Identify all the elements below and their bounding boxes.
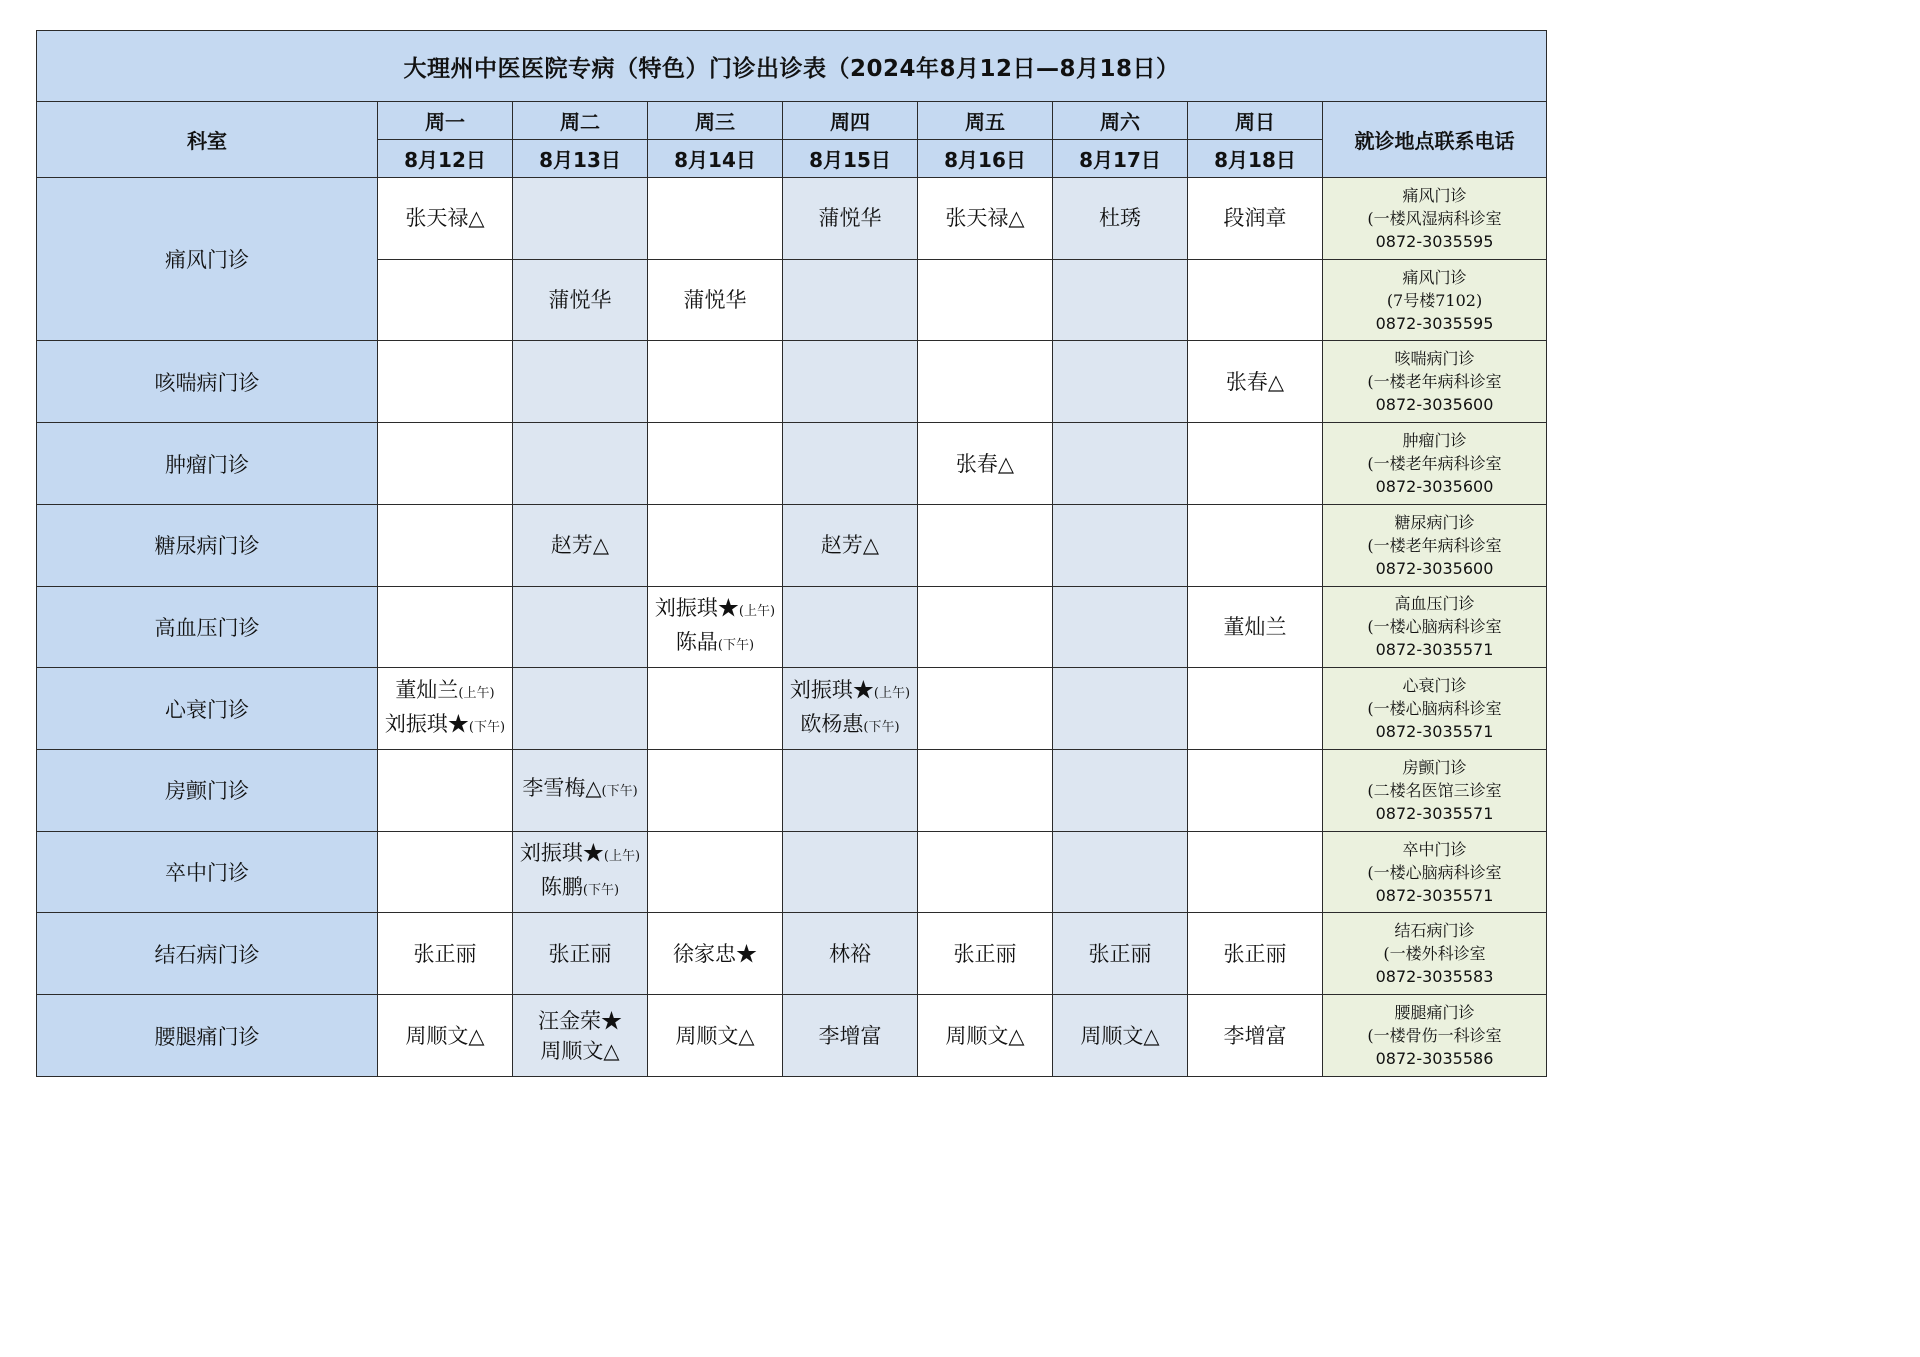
doctor-entry <box>1055 203 1185 233</box>
location-clinic: 房颤门诊 <box>1402 757 1467 777</box>
doctor-entry <box>380 203 510 233</box>
doctor-entry <box>515 1006 645 1036</box>
location-place: (7号楼7102) <box>1386 290 1483 310</box>
location-place: (一楼心脑病科诊室 <box>1367 862 1502 882</box>
location-clinic: 心衰门诊 <box>1402 676 1467 696</box>
location-place: (一楼骨伤一科诊室 <box>1367 1026 1502 1046</box>
doctor-name: 杜琇 <box>1099 206 1141 231</box>
location-clinic: 结石病门诊 <box>1394 921 1475 941</box>
date-header: 8月18日 <box>1188 140 1323 178</box>
location-phone: 0872-3035571 <box>1375 640 1494 660</box>
page-title: 大理州中医医院专病（特色）门诊出诊表（2024年8月12日—8月18日） <box>37 31 1547 102</box>
doctor-entry <box>785 1021 915 1051</box>
doctor-entry <box>785 939 915 969</box>
schedule-cell <box>1188 586 1323 668</box>
session-note: (上午) <box>603 849 641 865</box>
location-place: (二楼名医馆三诊室 <box>1367 780 1502 800</box>
schedule-cell <box>513 831 648 913</box>
session-note: (上午) <box>458 685 495 701</box>
location-clinic: 咳喘病门诊 <box>1394 349 1475 369</box>
location-phone: 0872-3035571 <box>1375 803 1494 823</box>
location-cell <box>1323 504 1547 586</box>
doctor-entry <box>785 709 915 743</box>
location-place: (一楼外科诊室 <box>1383 944 1486 964</box>
doctor-entry <box>1190 939 1320 969</box>
table-row <box>37 995 1547 1077</box>
doctor-name: 徐家忠★ <box>673 941 757 966</box>
department-cell: 腰腿痛门诊 <box>37 995 378 1077</box>
schedule-cell <box>1053 831 1188 913</box>
schedule-cell <box>378 341 513 423</box>
location-phone: 0872-3035600 <box>1375 477 1494 497</box>
schedule-cell <box>378 423 513 505</box>
location-cell <box>1323 668 1547 750</box>
table-row <box>37 341 1547 423</box>
schedule-cell <box>513 259 648 341</box>
schedule-cell <box>783 504 918 586</box>
doctor-name: 张正丽 <box>1088 941 1152 966</box>
doctor-name: 周顺文△ <box>945 1023 1025 1048</box>
doctor-name: 张正丽 <box>548 941 612 966</box>
doctor-entry <box>380 939 510 969</box>
weekday-header: 周二 <box>513 102 648 140</box>
schedule-cell <box>1053 341 1188 423</box>
schedule-cell <box>513 341 648 423</box>
schedule-cell <box>918 995 1053 1077</box>
doctor-entry <box>920 1021 1050 1051</box>
doctor-entry <box>1190 1021 1320 1051</box>
doctor-name: 张春△ <box>955 451 1015 476</box>
schedule-cell <box>1053 750 1188 832</box>
schedule-cell <box>378 995 513 1077</box>
schedule-cell <box>378 504 513 586</box>
doctor-entry <box>1190 203 1320 233</box>
schedule-cell <box>783 259 918 341</box>
date-header: 8月17日 <box>1053 140 1188 178</box>
doctor-name: 蒲悦华 <box>548 288 612 313</box>
doctor-name: 李增富 <box>818 1023 882 1048</box>
schedule-cell <box>648 178 783 260</box>
doctor-name: 赵芳△ <box>550 533 610 558</box>
schedule-cell <box>918 259 1053 341</box>
schedule-cell <box>918 668 1053 750</box>
doctor-entry <box>515 1036 645 1066</box>
schedule-cell <box>648 586 783 668</box>
session-note: (下午) <box>582 883 620 899</box>
location-column-header: 就诊地点联系电话 <box>1323 102 1547 178</box>
schedule-cell <box>648 995 783 1077</box>
doctor-name: 周顺文△ <box>1080 1023 1160 1048</box>
location-phone: 0872-3035586 <box>1375 1049 1494 1069</box>
department-cell: 高血压门诊 <box>37 586 378 668</box>
location-phone: 0872-3035595 <box>1375 313 1494 333</box>
doctor-name: 张天禄△ <box>405 206 485 231</box>
schedule-cell <box>1188 178 1323 260</box>
doctor-name: 赵芳△ <box>820 533 880 558</box>
department-cell: 心衰门诊 <box>37 668 378 750</box>
schedule-cell <box>1053 913 1188 995</box>
location-phone: 0872-3035600 <box>1375 395 1494 415</box>
location-cell <box>1323 586 1547 668</box>
schedule-cell <box>918 341 1053 423</box>
schedule-cell <box>1188 831 1323 913</box>
schedule-cell <box>783 423 918 505</box>
doctor-entry <box>515 872 645 906</box>
schedule-cell <box>783 178 918 260</box>
schedule-cell <box>1188 259 1323 341</box>
doctor-entry <box>785 203 915 233</box>
location-cell <box>1323 831 1547 913</box>
schedule-cell <box>1053 504 1188 586</box>
doctor-entry <box>515 773 645 807</box>
doctor-name: 张正丽 <box>1223 941 1287 966</box>
doctor-entry <box>920 449 1050 479</box>
doctor-entry <box>785 675 915 709</box>
schedule-cell <box>378 178 513 260</box>
doctor-name: 张正丽 <box>413 941 477 966</box>
schedule-cell <box>513 995 648 1077</box>
session-note: (下午) <box>468 719 506 735</box>
doctor-name: 陈晶 <box>675 629 718 654</box>
schedule-cell <box>783 750 918 832</box>
schedule-cell <box>648 341 783 423</box>
doctor-name: 段润章 <box>1223 206 1287 231</box>
schedule-cell <box>783 995 918 1077</box>
table-row <box>37 750 1547 832</box>
doctor-name: 刘振琪★ <box>654 595 739 620</box>
doctor-name: 张天禄△ <box>945 206 1025 231</box>
department-cell: 结石病门诊 <box>37 913 378 995</box>
department-cell: 卒中门诊 <box>37 831 378 913</box>
weekday-header: 周五 <box>918 102 1053 140</box>
doctor-name: 董灿兰 <box>1223 614 1287 639</box>
session-note: (下午) <box>601 784 638 800</box>
schedule-cell <box>513 668 648 750</box>
schedule-table <box>36 30 1547 1077</box>
doctor-entry <box>1190 612 1320 642</box>
schedule-cell <box>918 504 1053 586</box>
location-place: (一楼心脑病科诊室 <box>1367 699 1502 719</box>
schedule-cell <box>783 341 918 423</box>
session-note: (上午) <box>873 685 911 701</box>
session-note: (下午) <box>863 719 900 735</box>
doctor-entry <box>650 285 780 315</box>
doctor-entry <box>515 530 645 560</box>
weekday-header: 周六 <box>1053 102 1188 140</box>
location-phone: 0872-3035571 <box>1375 722 1494 742</box>
schedule-cell <box>648 259 783 341</box>
doctor-name: 林裕 <box>829 941 871 966</box>
weekday-header: 周日 <box>1188 102 1323 140</box>
location-cell <box>1323 423 1547 505</box>
schedule-cell <box>783 831 918 913</box>
location-place: (一楼老年病科诊室 <box>1367 454 1502 474</box>
schedule-cell <box>1188 504 1323 586</box>
date-header: 8月12日 <box>378 140 513 178</box>
location-clinic: 肿瘤门诊 <box>1402 431 1467 451</box>
schedule-cell <box>648 831 783 913</box>
schedule-cell <box>1188 913 1323 995</box>
doctor-name: 蒲悦华 <box>683 288 747 313</box>
doctor-name: 刘振琪★ <box>789 677 874 702</box>
doctor-entry <box>1055 1021 1185 1051</box>
location-clinic: 糖尿病门诊 <box>1394 512 1475 532</box>
location-clinic: 痛风门诊 <box>1402 185 1467 205</box>
doctor-entry <box>650 1021 780 1051</box>
schedule-cell <box>918 423 1053 505</box>
schedule-body <box>37 178 1547 1077</box>
schedule-cell <box>378 668 513 750</box>
schedule-cell <box>1053 178 1188 260</box>
doctor-entry <box>920 939 1050 969</box>
schedule-cell <box>378 750 513 832</box>
schedule-cell <box>1188 341 1323 423</box>
doctor-name: 刘振琪★ <box>519 841 604 866</box>
department-cell: 房颤门诊 <box>37 750 378 832</box>
table-row <box>37 423 1547 505</box>
department-cell: 糖尿病门诊 <box>37 504 378 586</box>
table-row <box>37 504 1547 586</box>
location-clinic: 痛风门诊 <box>1402 267 1467 287</box>
schedule-cell <box>783 586 918 668</box>
schedule-cell <box>513 586 648 668</box>
doctor-entry <box>380 1021 510 1051</box>
location-phone: 0872-3035583 <box>1375 967 1494 987</box>
schedule-cell <box>1188 668 1323 750</box>
doctor-name: 欧杨惠 <box>800 711 864 736</box>
schedule-cell <box>918 750 1053 832</box>
location-cell <box>1323 341 1547 423</box>
doctor-name: 周顺文△ <box>405 1023 485 1048</box>
schedule-cell <box>378 259 513 341</box>
doctor-entry <box>650 593 780 627</box>
location-phone: 0872-3035595 <box>1375 231 1494 251</box>
table-row <box>37 831 1547 913</box>
schedule-cell <box>513 504 648 586</box>
doctor-entry <box>920 203 1050 233</box>
doctor-name: 汪金荣★ <box>538 1008 622 1033</box>
schedule-cell <box>513 913 648 995</box>
schedule-cell <box>378 913 513 995</box>
schedule-cell <box>513 750 648 832</box>
doctor-name: 董灿兰 <box>395 677 459 702</box>
schedule-cell <box>918 178 1053 260</box>
schedule-cell <box>783 913 918 995</box>
location-place: (一楼老年病科诊室 <box>1367 535 1502 555</box>
doctor-entry <box>380 675 510 709</box>
location-phone: 0872-3035571 <box>1375 885 1494 905</box>
doctor-name: 张正丽 <box>953 941 1017 966</box>
table-row <box>37 913 1547 995</box>
date-header: 8月14日 <box>648 140 783 178</box>
schedule-cell <box>378 586 513 668</box>
schedule-cell <box>1053 259 1188 341</box>
location-cell <box>1323 750 1547 832</box>
doctor-name: 蒲悦华 <box>818 206 882 231</box>
schedule-cell <box>648 423 783 505</box>
dept-column-header: 科室 <box>37 102 378 178</box>
doctor-name: 周顺文△ <box>675 1023 755 1048</box>
table-row <box>37 668 1547 750</box>
department-cell: 肿瘤门诊 <box>37 423 378 505</box>
doctor-entry <box>515 838 645 872</box>
weekday-header: 周一 <box>378 102 513 140</box>
department-cell: 痛风门诊 <box>37 178 378 341</box>
doctor-entry <box>650 627 780 661</box>
location-cell <box>1323 913 1547 995</box>
schedule-cell <box>918 586 1053 668</box>
schedule-cell <box>378 831 513 913</box>
doctor-name: 李雪梅△ <box>522 776 602 801</box>
doctor-entry <box>650 939 780 969</box>
schedule-cell <box>783 668 918 750</box>
date-header: 8月16日 <box>918 140 1053 178</box>
location-place: (一楼心脑病科诊室 <box>1367 617 1502 637</box>
schedule-cell <box>1053 423 1188 505</box>
location-phone: 0872-3035600 <box>1375 558 1494 578</box>
weekday-header: 周三 <box>648 102 783 140</box>
session-note: (下午) <box>717 637 755 653</box>
location-clinic: 卒中门诊 <box>1402 839 1467 859</box>
doctor-name: 陈鹏 <box>540 875 583 900</box>
schedule-cell <box>918 831 1053 913</box>
doctor-name: 刘振琪★ <box>384 711 469 736</box>
location-place: (一楼老年病科诊室 <box>1367 372 1502 392</box>
location-clinic: 腰腿痛门诊 <box>1394 1003 1475 1023</box>
schedule-cell <box>513 178 648 260</box>
session-note: (上午) <box>738 603 776 619</box>
doctor-entry <box>1055 939 1185 969</box>
doctor-entry <box>785 530 915 560</box>
schedule-cell <box>918 913 1053 995</box>
schedule-cell <box>648 913 783 995</box>
schedule-cell <box>1053 586 1188 668</box>
table-row <box>37 178 1547 260</box>
table-row <box>37 586 1547 668</box>
schedule-cell <box>1188 423 1323 505</box>
location-cell <box>1323 178 1547 260</box>
location-cell <box>1323 259 1547 341</box>
schedule-cell <box>1188 995 1323 1077</box>
schedule-cell <box>648 504 783 586</box>
date-header: 8月15日 <box>783 140 918 178</box>
date-header: 8月13日 <box>513 140 648 178</box>
doctor-name: 周顺文△ <box>540 1038 620 1063</box>
doctor-name: 李增富 <box>1223 1023 1287 1048</box>
schedule-cell <box>513 423 648 505</box>
doctor-entry <box>380 709 510 743</box>
location-cell <box>1323 995 1547 1077</box>
schedule-cell <box>1053 995 1188 1077</box>
schedule-cell <box>648 750 783 832</box>
doctor-entry <box>1190 367 1320 397</box>
doctor-entry <box>515 939 645 969</box>
doctor-entry <box>515 285 645 315</box>
doctor-name: 张春△ <box>1225 369 1285 394</box>
location-place: (一楼风湿病科诊室 <box>1367 208 1502 228</box>
location-clinic: 高血压门诊 <box>1394 594 1475 614</box>
department-cell: 咳喘病门诊 <box>37 341 378 423</box>
schedule-cell <box>1188 750 1323 832</box>
schedule-cell <box>648 668 783 750</box>
schedule-cell <box>1053 668 1188 750</box>
weekday-header: 周四 <box>783 102 918 140</box>
